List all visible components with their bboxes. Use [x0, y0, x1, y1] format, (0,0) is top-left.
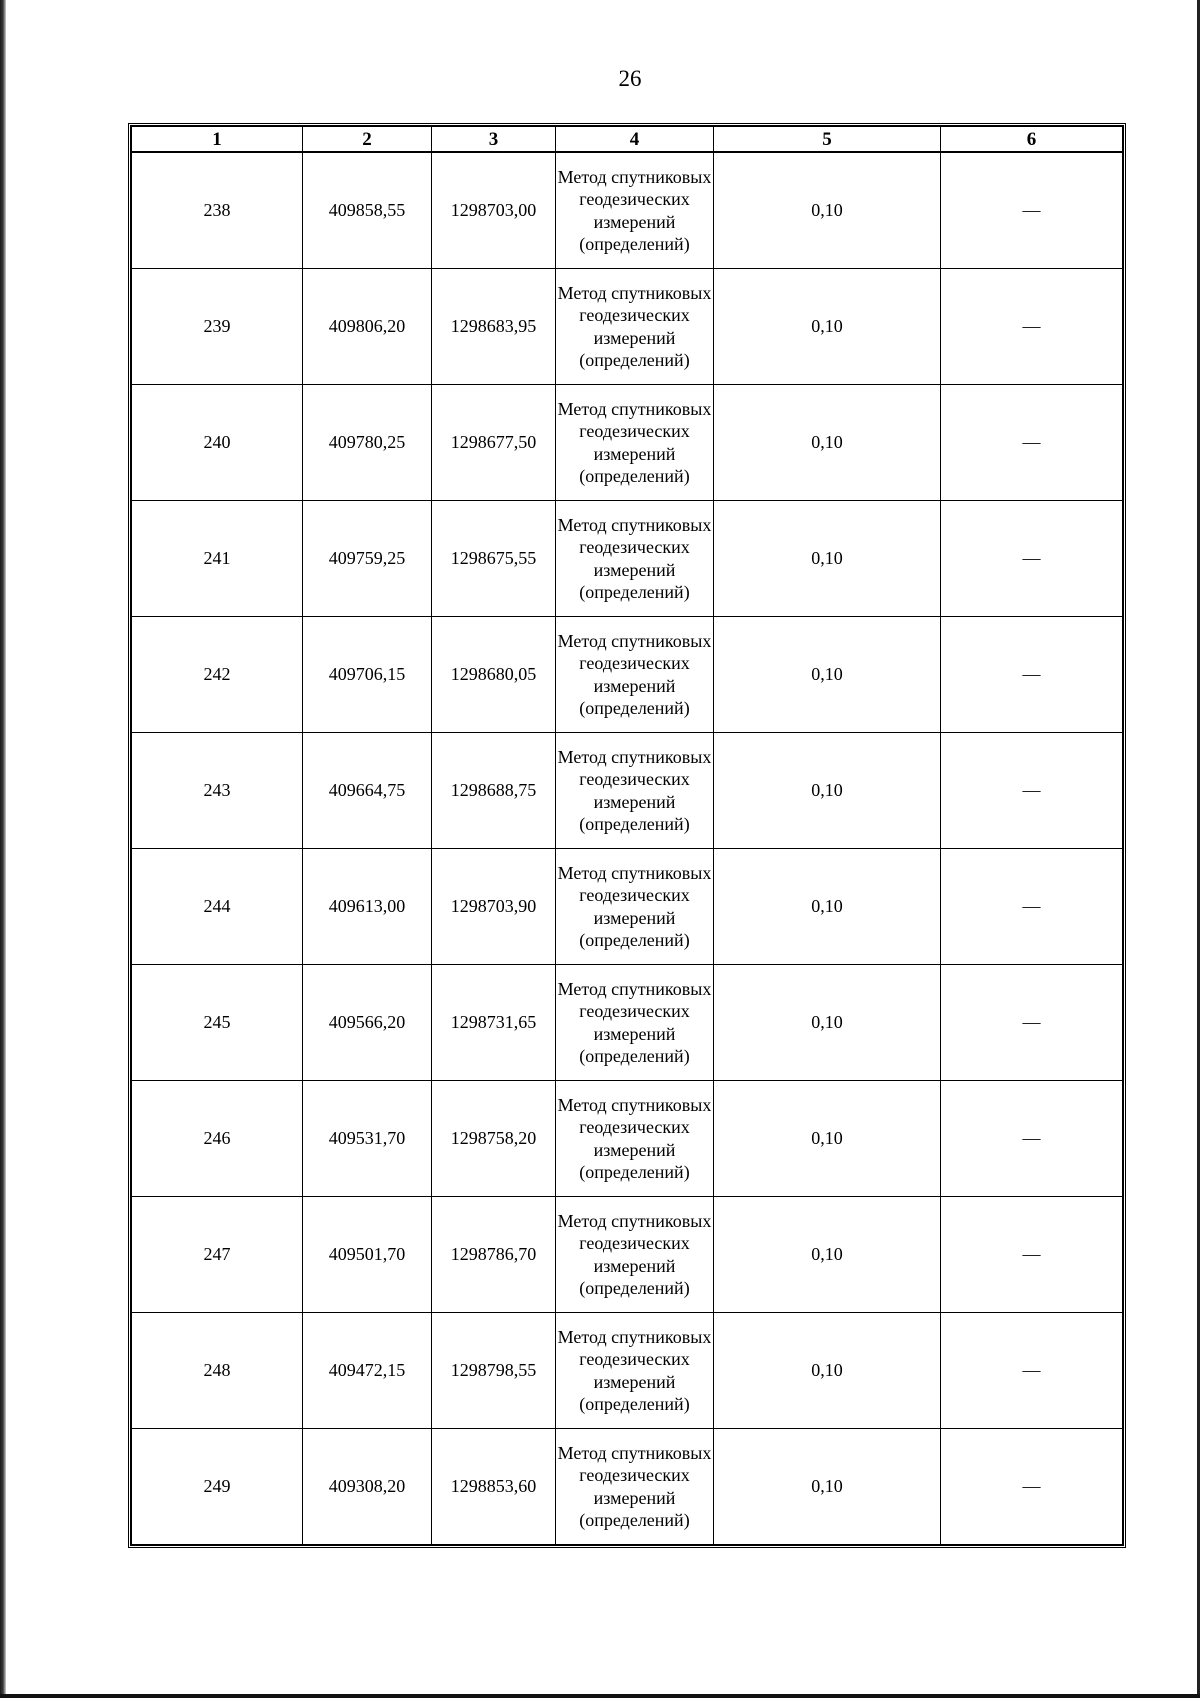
method-cell: Метод спутниковых геодезических измерений (определений): [556, 1197, 714, 1313]
page-number: 26: [618, 66, 642, 91]
point-number-cell: 243: [132, 733, 303, 849]
point-number-cell: 247: [132, 1197, 303, 1313]
column-header-2: 2: [303, 127, 432, 153]
point-number-cell: 238: [132, 152, 303, 269]
method-cell: Метод спутниковых геодезических измерений (определений): [556, 385, 714, 501]
point-number-cell: 246: [132, 1081, 303, 1197]
accuracy-cell: 0,10: [714, 733, 941, 849]
scan-edge-left: [0, 0, 6, 1698]
note-cell: —: [941, 269, 1123, 385]
accuracy-cell: 0,10: [714, 501, 941, 617]
table-row: [132, 617, 1123, 733]
table-row: [132, 1313, 1123, 1429]
y-coordinate-cell: 1298703,00: [432, 152, 556, 269]
table-header-row: [132, 127, 1123, 153]
accuracy-cell: 0,10: [714, 1197, 941, 1313]
point-number-cell: 244: [132, 849, 303, 965]
x-coordinate-cell: 409780,25: [303, 385, 432, 501]
x-coordinate-cell: 409472,15: [303, 1313, 432, 1429]
point-number-cell: 240: [132, 385, 303, 501]
x-coordinate-cell: 409531,70: [303, 1081, 432, 1197]
y-coordinate-cell: 1298758,20: [432, 1081, 556, 1197]
method-cell: Метод спутниковых геодезических измерений (определений): [556, 269, 714, 385]
coordinates-table: [131, 126, 1123, 1545]
accuracy-cell: 0,10: [714, 965, 941, 1081]
table-row: [132, 269, 1123, 385]
method-cell: Метод спутниковых геодезических измерений (определений): [556, 501, 714, 617]
table-row: [132, 152, 1123, 269]
note-cell: —: [941, 1081, 1123, 1197]
x-coordinate-cell: 409566,20: [303, 965, 432, 1081]
note-cell: —: [941, 733, 1123, 849]
note-cell: —: [941, 385, 1123, 501]
y-coordinate-cell: 1298853,60: [432, 1429, 556, 1545]
y-coordinate-cell: 1298680,05: [432, 617, 556, 733]
accuracy-cell: 0,10: [714, 1429, 941, 1545]
accuracy-cell: 0,10: [714, 269, 941, 385]
accuracy-cell: 0,10: [714, 1313, 941, 1429]
note-cell: —: [941, 1313, 1123, 1429]
x-coordinate-cell: 409706,15: [303, 617, 432, 733]
point-number-cell: 245: [132, 965, 303, 1081]
column-header-4: 4: [556, 127, 714, 153]
table-row: [132, 733, 1123, 849]
column-header-3: 3: [432, 127, 556, 153]
y-coordinate-cell: 1298798,55: [432, 1313, 556, 1429]
table-body: [132, 152, 1123, 1545]
point-number-cell: 241: [132, 501, 303, 617]
note-cell: —: [941, 1197, 1123, 1313]
method-cell: Метод спутниковых геодезических измерений (определений): [556, 152, 714, 269]
x-coordinate-cell: 409806,20: [303, 269, 432, 385]
x-coordinate-cell: 409613,00: [303, 849, 432, 965]
y-coordinate-cell: 1298786,70: [432, 1197, 556, 1313]
table-row: [132, 1197, 1123, 1313]
coordinates-table-frame: [128, 123, 1126, 1548]
method-cell: Метод спутниковых геодезических измерений (определений): [556, 617, 714, 733]
y-coordinate-cell: 1298677,50: [432, 385, 556, 501]
method-cell: Метод спутниковых геодезических измерений (определений): [556, 965, 714, 1081]
column-header-1: 1: [132, 127, 303, 153]
accuracy-cell: 0,10: [714, 385, 941, 501]
table-row: [132, 1429, 1123, 1545]
x-coordinate-cell: 409501,70: [303, 1197, 432, 1313]
table-row: [132, 385, 1123, 501]
y-coordinate-cell: 1298731,65: [432, 965, 556, 1081]
note-cell: —: [941, 501, 1123, 617]
x-coordinate-cell: 409308,20: [303, 1429, 432, 1545]
y-coordinate-cell: 1298675,55: [432, 501, 556, 617]
accuracy-cell: 0,10: [714, 617, 941, 733]
table-row: [132, 1081, 1123, 1197]
method-cell: Метод спутниковых геодезических измерений (определений): [556, 1081, 714, 1197]
accuracy-cell: 0,10: [714, 152, 941, 269]
note-cell: —: [941, 1429, 1123, 1545]
accuracy-cell: 0,10: [714, 849, 941, 965]
method-cell: Метод спутниковых геодезических измерений (определений): [556, 849, 714, 965]
note-cell: —: [941, 152, 1123, 269]
point-number-cell: 248: [132, 1313, 303, 1429]
point-number-cell: 239: [132, 269, 303, 385]
accuracy-cell: 0,10: [714, 1081, 941, 1197]
column-header-5: 5: [714, 127, 941, 153]
column-header-6: 6: [941, 127, 1123, 153]
table-row: [132, 849, 1123, 965]
note-cell: —: [941, 849, 1123, 965]
point-number-cell: 242: [132, 617, 303, 733]
method-cell: Метод спутниковых геодезических измерений (определений): [556, 733, 714, 849]
note-cell: —: [941, 617, 1123, 733]
y-coordinate-cell: 1298703,90: [432, 849, 556, 965]
x-coordinate-cell: 409664,75: [303, 733, 432, 849]
y-coordinate-cell: 1298683,95: [432, 269, 556, 385]
note-cell: —: [941, 965, 1123, 1081]
method-cell: Метод спутниковых геодезических измерений (определений): [556, 1313, 714, 1429]
point-number-cell: 249: [132, 1429, 303, 1545]
x-coordinate-cell: 409858,55: [303, 152, 432, 269]
method-cell: Метод спутниковых геодезических измерений (определений): [556, 1429, 714, 1545]
table-row: [132, 501, 1123, 617]
table-row: [132, 965, 1123, 1081]
y-coordinate-cell: 1298688,75: [432, 733, 556, 849]
scan-edge-bottom: [0, 1694, 1200, 1698]
x-coordinate-cell: 409759,25: [303, 501, 432, 617]
